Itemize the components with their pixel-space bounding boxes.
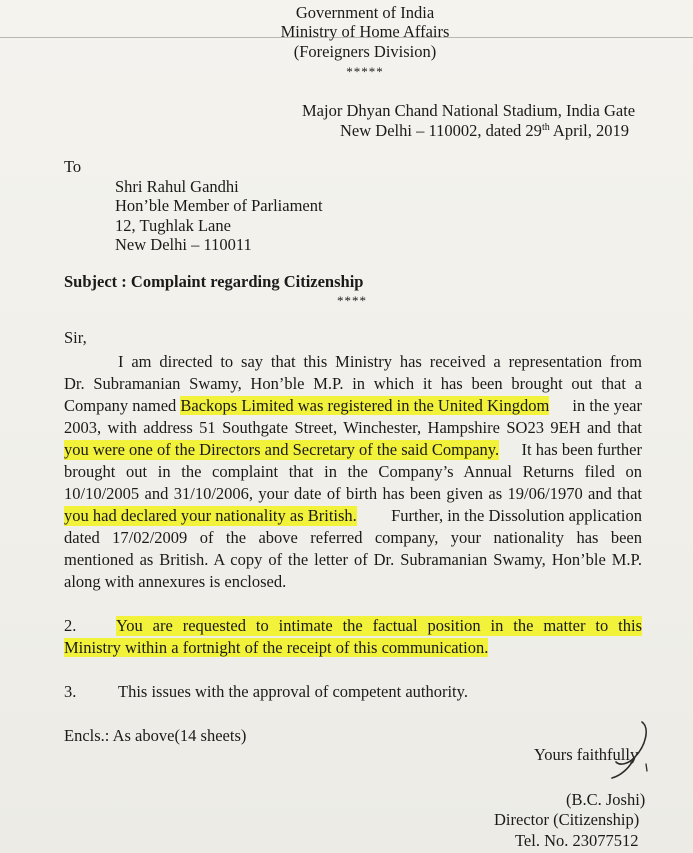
paragraph1-line: I am directed to say that this Ministry has received a representation from	[118, 352, 642, 371]
paragraph1-line: 10/10/2005 and 31/10/2006, your date of birth has been given as 19/06/1970 and that	[64, 484, 642, 503]
highlight-nationality: you had declared your nationality as British.	[64, 506, 357, 525]
yours-faithfully: Yours faithfully	[534, 745, 639, 764]
paragraph3-number: 3.	[64, 682, 77, 701]
header-government: Government of India	[295, 3, 435, 22]
highlight-request-line1: You are requested to intimate the factual position in the matter to this	[116, 616, 642, 635]
signatory-designation: Director (Citizenship)	[494, 810, 640, 829]
header-ministry: Ministry of Home Affairs	[280, 22, 450, 41]
highlight-request-line2: Ministry within a fortnight of the receipt of this communication.	[64, 638, 489, 657]
paragraph1-line: Dr. Subramanian Swamy, Hon’ble M.P. in which it has been brought out that a	[64, 374, 642, 393]
signature-mark	[590, 718, 660, 783]
highlight-directors: you were one of the Directors and Secretary of the said Company.	[64, 440, 500, 459]
signatory-telephone: Tel. No. 23077512	[515, 831, 639, 850]
paragraph3-text: This issues with the approval of competent authority.	[118, 682, 468, 701]
paragraph1-line: Company named Backops Limited was registered in the United Kingdom in the year	[64, 396, 642, 415]
recipient-title: Hon’ble Member of Parliament	[115, 196, 323, 215]
salutation: Sir,	[64, 328, 87, 347]
paragraph2-number: 2.	[64, 616, 77, 635]
sender-address-line1: Major Dhyan Chand National Stadium, India Gate	[302, 101, 636, 120]
paragraph1-line: you had declared your nationality as British. Further, in the Dissolution application	[64, 506, 642, 525]
to-label: To	[64, 157, 82, 176]
paragraph1-line: along with annexures is enclosed.	[64, 572, 287, 591]
recipient-street: 12, Tughlak Lane	[115, 216, 231, 235]
highlight-backops: Backops Limited was registered in the United Kingdom	[180, 396, 550, 415]
paragraph1-line: dated 17/02/2009 of the above referred company, your nationality has been	[64, 528, 642, 547]
paragraph1-line: brought out in the complaint that in the Company’s Annual Returns filed on	[64, 462, 642, 481]
sender-address-date: New Delhi – 110002, dated 29th April, 2019	[340, 121, 630, 140]
subject-stars: ****	[337, 293, 367, 308]
header-division: (Foreigners Division)	[293, 42, 437, 61]
paragraph1-line: 2003, with address 51 Southgate Street, Winchester, Hampshire SO23 9EH and that	[64, 418, 642, 437]
subject-line: Subject : Complaint regarding Citizenship	[64, 272, 364, 291]
enclosures: Encls.: As above(14 sheets)	[64, 726, 247, 745]
paragraph1-line: you were one of the Directors and Secretary of the said Company. It has been further	[64, 440, 642, 459]
paragraph1-line: mentioned as British. A copy of the letter of Dr. Subramanian Swamy, Hon’ble M.P.	[64, 550, 642, 569]
signatory-name: (B.C. Joshi)	[566, 790, 646, 809]
recipient-city: New Delhi – 110011	[115, 235, 252, 254]
recipient-name: Shri Rahul Gandhi	[115, 177, 239, 196]
header-stars: *****	[346, 64, 384, 79]
